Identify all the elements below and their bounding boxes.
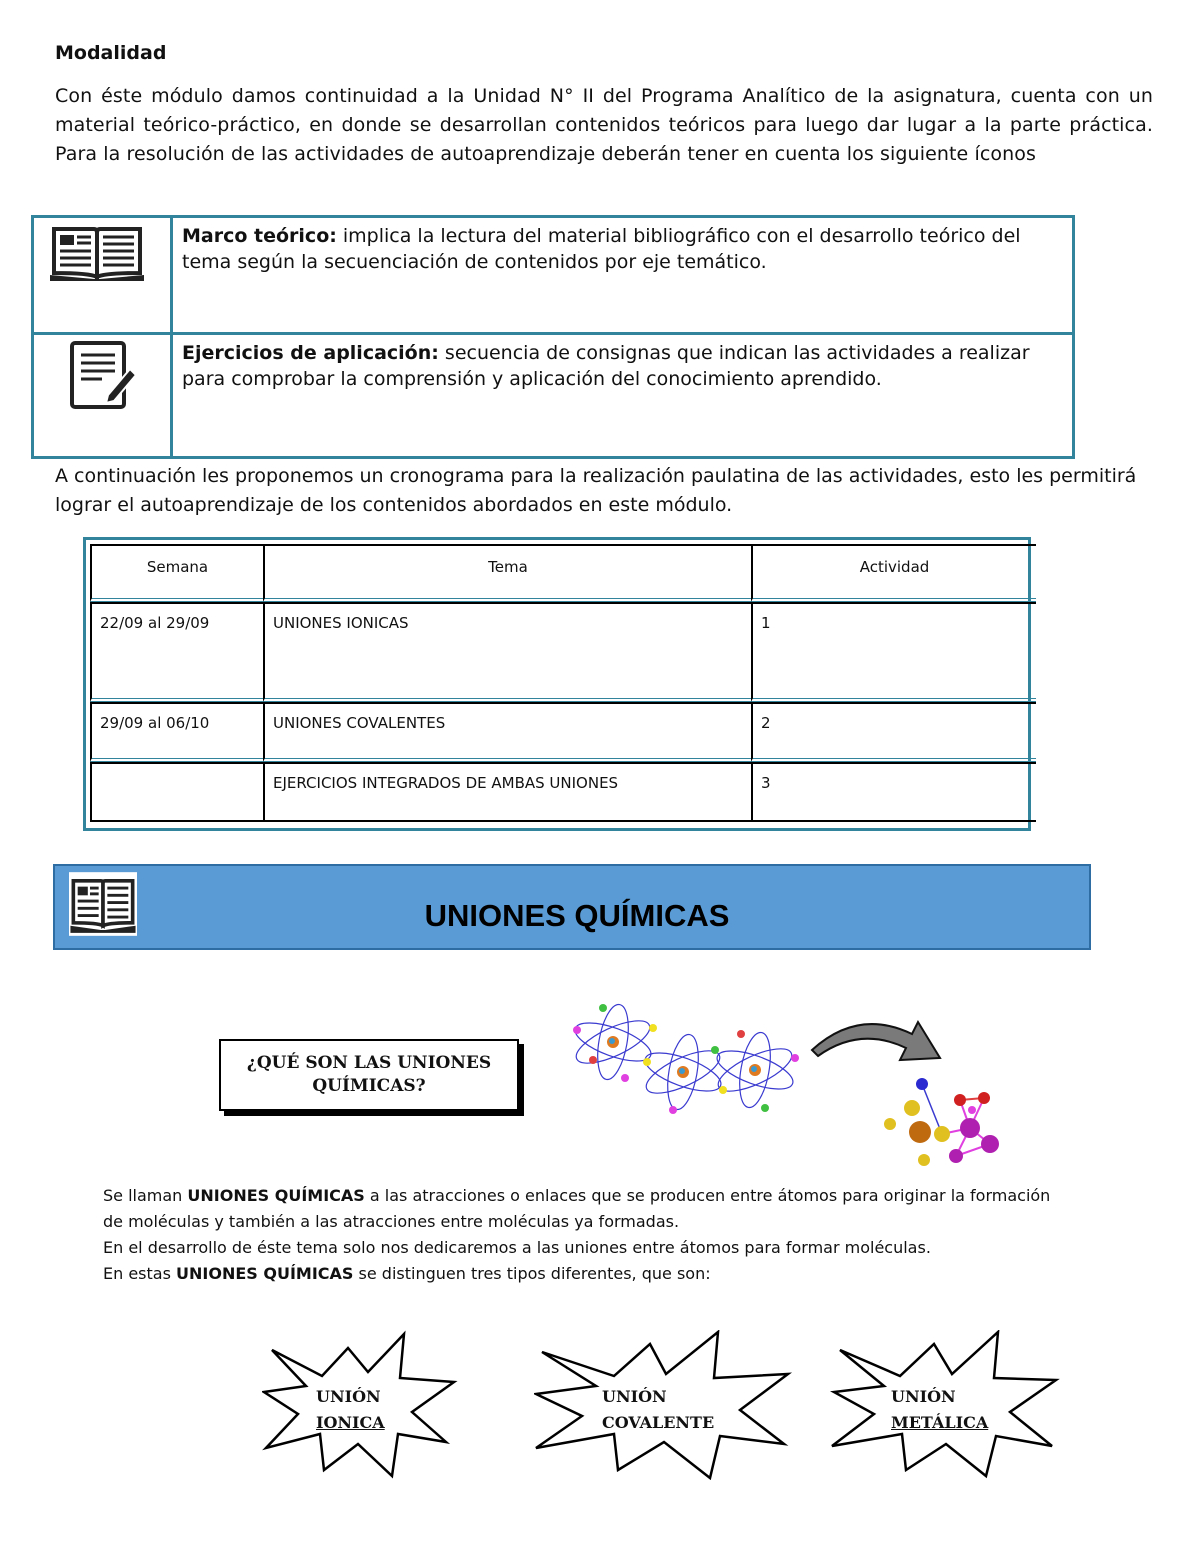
section-banner	[53, 864, 1091, 950]
burst-line: UNIÓN	[316, 1387, 381, 1406]
banner-title: UNIONES QUÍMICAS	[424, 898, 730, 933]
legend-text-exercises	[182, 340, 1058, 392]
legend-title: Marco teórico:	[182, 225, 337, 247]
table-cell: 2	[751, 702, 1036, 762]
burst-line: METÁLICA	[891, 1413, 989, 1432]
column-header: Semana	[90, 544, 263, 602]
burst-line: IONICA	[316, 1413, 385, 1432]
intro-paragraph: Con éste módulo damos continuidad a la Unidad N° II del Programa Analítico de la asignatura, cuenta con un material teórico-práctico, en donde se desarrollan contenidos teóricos para luego dar lugar a la parte práctica. Para la resolución de las actividades de autoaprendizaje deberán tener en cuenta los siguiente íconos	[55, 85, 1153, 165]
text-run: En estas	[103, 1264, 177, 1283]
body-paragraph	[103, 1183, 1063, 1287]
question-line: ¿QUÉ SON LAS UNIONES	[246, 1053, 492, 1073]
question-line: QUÍMICAS?	[312, 1076, 426, 1096]
curved-arrow-icon	[808, 1016, 948, 1066]
table-cell: UNIONES COVALENTES	[263, 702, 751, 762]
burst-line: UNIÓN	[891, 1387, 956, 1406]
legend-row-exercises	[34, 335, 1072, 456]
question-box	[219, 1039, 519, 1111]
molecule-illustration	[878, 1072, 1008, 1172]
atoms-illustration	[565, 1000, 805, 1120]
column-header: Tema	[263, 544, 751, 602]
text-run: a las atracciones o enlaces que se producen entre átomos para originar la formación de moléculas y también a las atracciones entre moléculas ya formadas.	[103, 1186, 1051, 1231]
section-heading: Modalidad	[55, 42, 167, 64]
table-cell: 22/09 al 29/09	[90, 602, 263, 702]
table-cell: 3	[751, 762, 1036, 822]
table-cell	[90, 762, 263, 822]
book-icon	[50, 221, 144, 285]
table-row	[90, 602, 1036, 702]
table-cell: 29/09 al 06/10	[90, 702, 263, 762]
table-row	[90, 702, 1036, 762]
atom-graphic	[571, 1002, 798, 1112]
legend-icon-cell	[34, 335, 173, 456]
table-row	[90, 762, 1036, 822]
legend-description: implica la lectura del material bibliográfico con el desarrollo teórico del tema según la secuenciación de contenidos por eje temático.	[182, 225, 1021, 273]
schedule-intro: A continuación les proponemos un cronograma para la realización paulatina de las actividades, esto les permitirá lograr el autoaprendizaje de los contenidos abordados en este módulo.	[55, 465, 1137, 516]
bond-type-ionic	[316, 1384, 385, 1436]
schedule-table	[83, 537, 1031, 831]
table-cell: EJERCICIOS INTEGRADOS DE AMBAS UNIONES	[263, 762, 751, 822]
legend-text-theory	[182, 223, 1058, 275]
table-cell: 1	[751, 602, 1036, 702]
legend-row-theory	[34, 218, 1072, 335]
burst-line: COVALENTE	[602, 1413, 715, 1432]
emphasis: UNIONES QUÍMICAS	[176, 1264, 354, 1283]
icon-legend-table	[31, 215, 1075, 459]
text-run: Se llaman	[103, 1186, 188, 1205]
column-header: Actividad	[751, 544, 1036, 602]
bond-type-covalent	[602, 1384, 714, 1436]
bond-type-metallic	[891, 1384, 988, 1436]
text-run: se distinguen tres tipos diferentes, que son:	[353, 1264, 711, 1283]
legend-icon-cell	[34, 218, 173, 332]
table-header-row	[90, 544, 1036, 602]
emphasis: UNIONES QUÍMICAS	[187, 1186, 365, 1205]
table-cell: UNIONES IONICAS	[263, 602, 751, 702]
legend-title: Ejercicios de aplicación:	[182, 342, 439, 364]
burst-line: UNIÓN	[602, 1387, 667, 1406]
text-run: En el desarrollo de éste tema solo nos dedicaremos a las uniones entre átomos para formar moléculas.	[103, 1238, 931, 1257]
edit-document-icon	[68, 339, 138, 413]
legend-description: secuencia de consignas que indican las actividades a realizar para comprobar la comprensión y aplicación del conocimiento aprendido.	[182, 342, 1030, 390]
